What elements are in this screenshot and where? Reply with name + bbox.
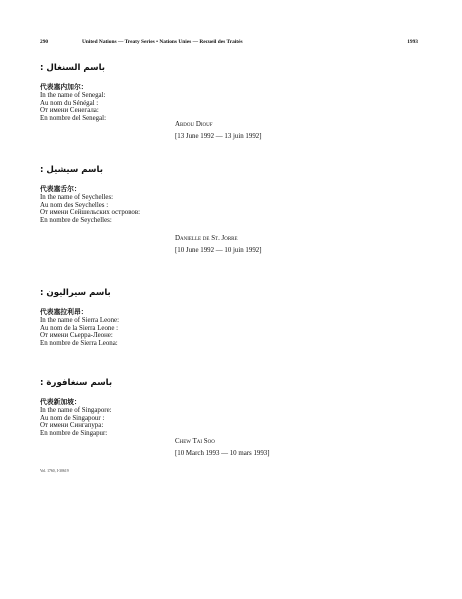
spanish-line: En nombre de Singapur: [40, 429, 108, 437]
french-line: Au nom de la Sierra Leone : [40, 324, 119, 332]
signature-date: [13 June 1992 — 13 juin 1992] [175, 132, 262, 140]
french-line: Au nom de Singapour : [40, 414, 105, 422]
english-line: In the name of Seychelles: [40, 194, 114, 201]
signatory [175, 436, 270, 459]
english-line: In the name of Senegal: [40, 92, 106, 99]
english-line: In the name of Singapore: [40, 407, 112, 414]
spanish-line: En nombre de Sierra Leona: [40, 339, 118, 347]
signatory-name: Danielle de St. Jorre [175, 235, 238, 242]
signatory-name: Abdou Diouf [175, 121, 213, 128]
chinese-heading: 代表新加坡： [40, 398, 81, 406]
page-number: 290 [40, 39, 49, 45]
english-line: In the name of Sierra Leone: [40, 317, 120, 324]
arabic-heading: باسم السنغال : [40, 63, 106, 73]
russian-line: От имени Сьерра-Леоне: [40, 332, 113, 340]
chinese-heading: 代表塞舌尔： [40, 185, 81, 193]
arabic-heading: باسم سيشيل : [40, 165, 103, 175]
russian-line: От имени Сингапура: [40, 422, 104, 430]
language-lines [40, 317, 340, 347]
signature-block-sierra-leone [40, 288, 340, 347]
spanish-line: En nombre del Senegal: [40, 114, 107, 122]
signature-block-singapore [40, 378, 340, 457]
language-lines [40, 92, 340, 122]
chinese-heading: 代表塞内加尔： [40, 83, 88, 91]
signature-block-senegal [40, 63, 340, 140]
chinese-heading: 代表塞拉利昂： [40, 308, 88, 316]
language-lines [40, 407, 340, 437]
volume-reference: Vol. 1760, I-30619 [40, 469, 69, 473]
spanish-line: En nombre de Seychelles: [40, 216, 112, 224]
signature-date: [10 June 1992 — 10 juin 1992] [175, 246, 262, 254]
arabic-heading: باسم سنغافورة : [40, 378, 113, 388]
signatory-name: Chew Tai Soo [175, 438, 215, 445]
language-lines [40, 194, 340, 224]
french-line: Au nom des Seychelles : [40, 201, 109, 209]
arabic-heading: باسم سيراليون : [40, 288, 111, 298]
russian-line: От имени Сейшельских островов: [40, 209, 141, 217]
signature-date: [10 March 1993 — 10 mars 1993] [175, 449, 270, 457]
signatory [175, 119, 262, 142]
header-year: 1993 [407, 39, 418, 45]
russian-line: От имени Сенегала: [40, 107, 99, 115]
signature-block-seychelles [40, 165, 340, 254]
french-line: Au nom du Sénégal : [40, 99, 99, 107]
series-title: United Nations — Treaty Series • Nations Unies — Recueil des Traités [82, 39, 243, 45]
signatory [175, 233, 262, 256]
